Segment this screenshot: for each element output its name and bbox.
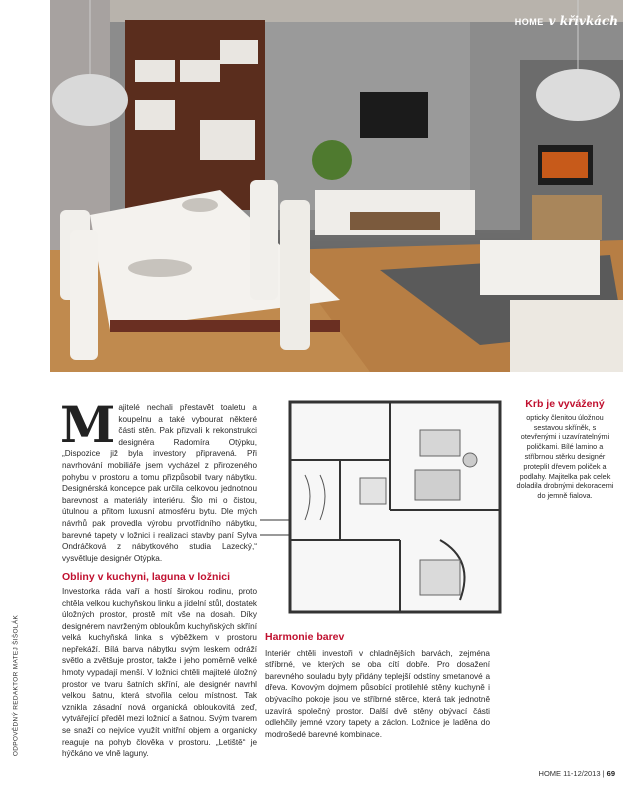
section2-heading: Harmonie barev — [265, 631, 345, 643]
interior-photo-illustration — [50, 0, 623, 372]
caption-heading: Krb je vyvážený — [525, 398, 605, 410]
section-script: v křivkách — [548, 14, 618, 28]
section1-text: Investorka ráda vaří a hostí širokou rodinu, proto chtěla velkou kuchyňskou linku a jídelní stůl, dostatek úložných prostor, prostě mít vše na dosah. Díky designérem navrženým obloukům kuchyňských skříní velká kuchyňská linka s výběžkem v prostoru nepřekáží. Bílá barva nábytku svým leskem odráží světlo a zvětšuje prostor, takže i jeho poměrně velké hmoty vypadají menší. V ložnici chtěli majitelé úložný prostor ve tvaru šatních skříní, ale designér navrhl velkou šatnu, která stvořila celou místnost. Tak vznikla zásadní nová organická obloukovitá zeď, vytvářející předěl mezi ložnicí a šatnou. Svým tvarem se snaží co nejvíce využít vnitřní objem a organicky reaguje na pohyb člověka v prostoru. „Letiště“ je hýčkáno ve vlně laguny. — [62, 586, 257, 759]
section-label — [515, 14, 618, 28]
issue-label: HOME 11-12/2013 — [538, 769, 601, 778]
drop-cap: M — [60, 395, 116, 454]
page-footer: HOME 11-12/2013 | 69 — [538, 769, 615, 778]
page-number: 69 — [606, 769, 615, 778]
left-column — [60, 395, 257, 760]
intro-text: ajitelé nechali přestavět toaletu a koupelnu a také vybourat některé části stěn. Pak přizvali k rekonstrukci designéra Radomíra Otýpku, „Dispozice již byla investory připravená. Při navrhování mobiliáře jsem vycházel z přirozeného pohybu v prostoru a tomu přizpůsobil tvary nábytku. Designérská koncepce pak určila celkovou jednotnou barevnost a materiály interiéru. Šlo mi o čistou, útulnou a přitom luxusní atmosféru bytu. Dle mých návrhů pak provedla výrobu prvotřídního nábytku, barevné tapety v ložnici i realizaci stavby paní Sylva Ondráčková z nábytkového studia Lazecký,“ vysvětluje designér Otýpka. — [62, 403, 257, 563]
floor-plan — [260, 400, 505, 620]
section1-heading: Obliny v kuchyni, laguna v ložnici — [62, 571, 231, 584]
interior-photo — [50, 0, 623, 372]
caption-text: opticky členitou úložnou sestavou skříněk, s otevřenými i uzavíratelnými poličkami. Bílé lamino a stříbrnou stěrku designér protepliI dřevem poliček a podlahy. Majitelka pak celek doladila drobnými dekoracemi do jemně fialova. — [516, 412, 614, 501]
floor-plan-drawing — [260, 400, 505, 620]
section2-text: Interiér chtěli investoři v chladnějších barvách, zejména stříbrné, ve kterých se oba cítí dobře. Pro dosažení barevného souladu byly přidány teplejší odstíny smetanové a dřeva. Kovovým dojmem působící protilehlé stěny kuchyně i obývacího pokoje jsou ve stříbrné stěrce, která tak jednotně uzavírá společný prostor. Další dvě stěny obývací části odlehčily jemné vzory tapety a záclon. Ložnice je laděna do modrošedé barevné kombinace. — [265, 648, 490, 739]
section-brand: HOME — [514, 17, 544, 27]
editor-credit — [3, 612, 20, 767]
middle-column — [265, 632, 490, 740]
editor-credit-text: ODPOVĚDNÝ REDAKTOR MATEJ ŠIŠOLÁK — [12, 614, 20, 757]
photo-caption — [515, 400, 615, 501]
